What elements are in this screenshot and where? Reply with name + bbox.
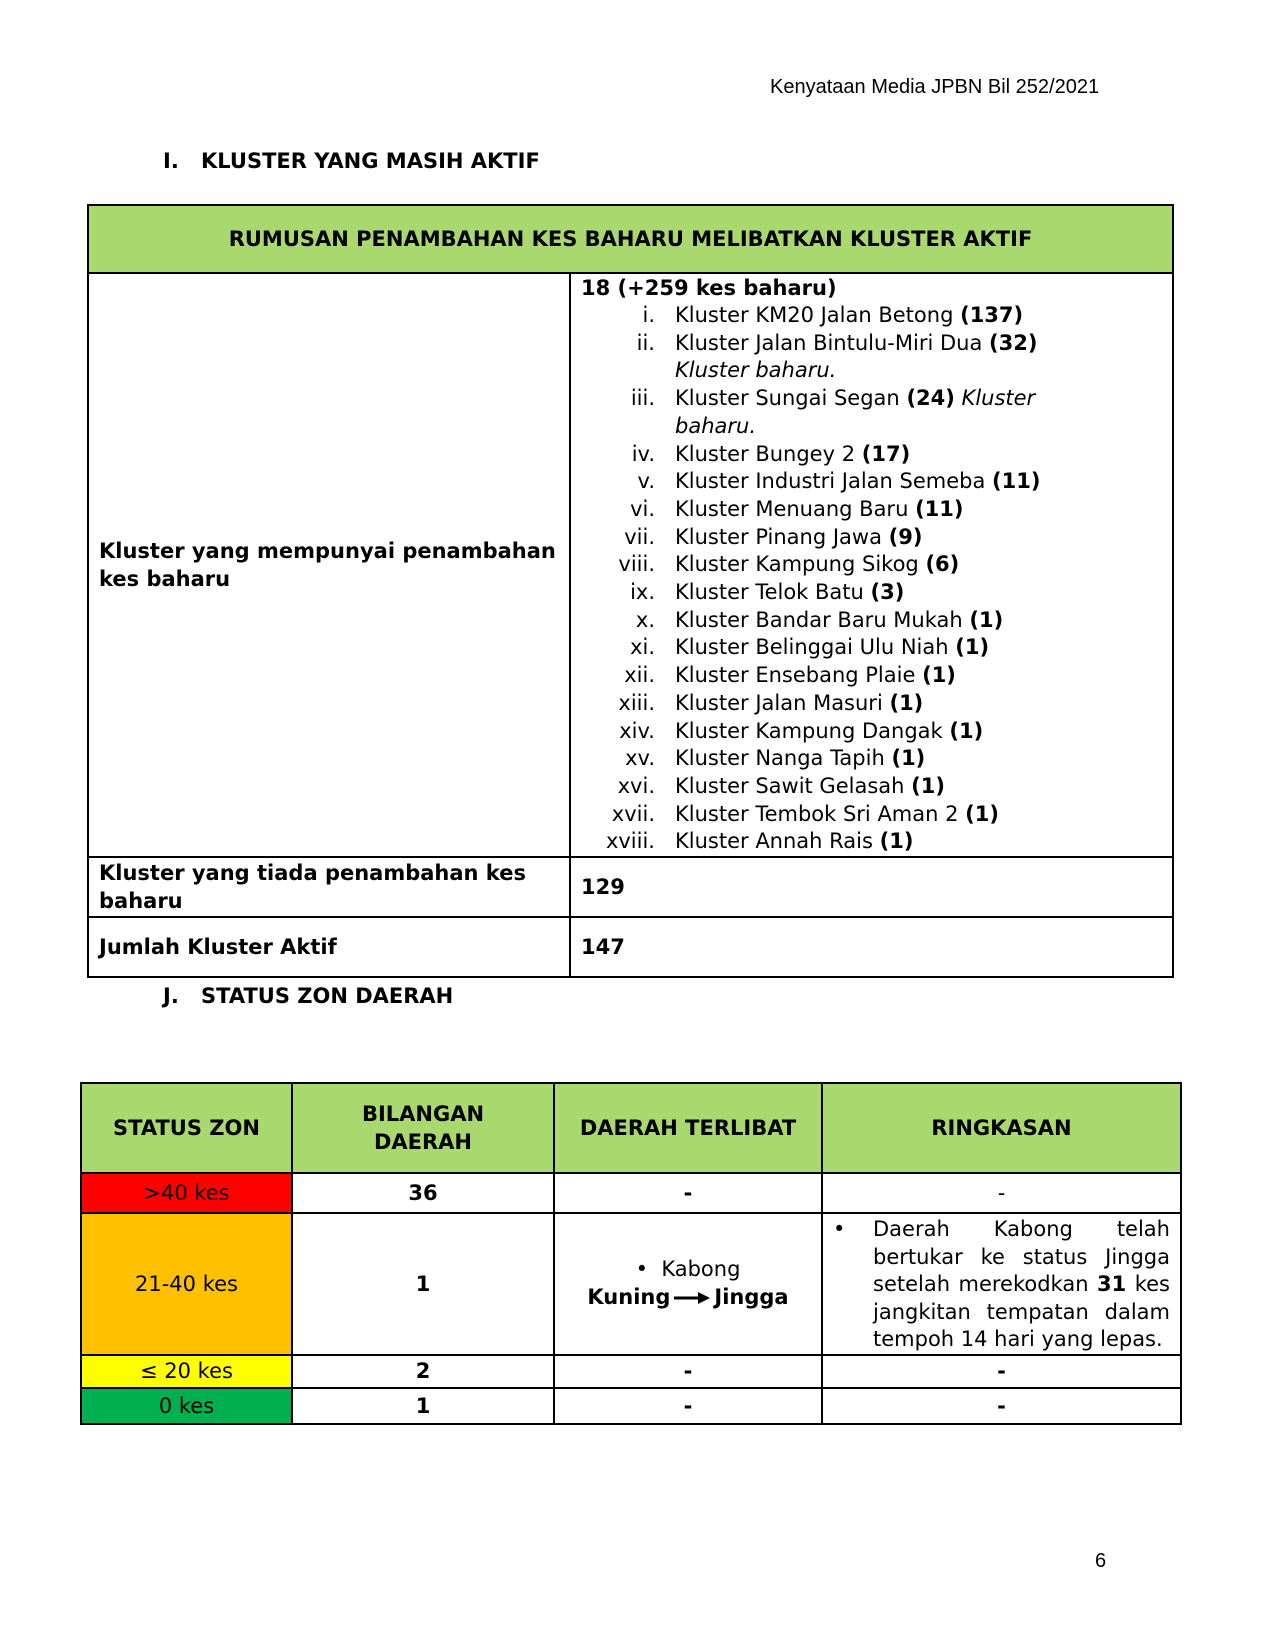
cluster-number: vii.: [624, 524, 655, 549]
zone-to: Jingga: [714, 1285, 789, 1310]
cluster-count: (137): [960, 303, 1024, 327]
zone-yellow-districts: -: [554, 1355, 822, 1388]
cluster-count: (9): [888, 524, 923, 549]
document-reference: Kenyataan Media JPBN Bil 252/2021: [770, 76, 1100, 98]
district-name: Kabong: [661, 1257, 741, 1282]
cluster-item: [581, 524, 1162, 552]
cluster-number: xiii.: [618, 690, 655, 715]
cluster-item: [581, 607, 1162, 635]
cluster-number: xvii.: [611, 801, 655, 826]
cluster-count: (1): [969, 607, 1004, 632]
zone-green-districts: -: [554, 1388, 822, 1424]
cluster-item: [581, 468, 1162, 496]
cluster-text: [675, 690, 1115, 718]
cluster-count: (1): [965, 801, 999, 826]
cluster-text: [675, 662, 1115, 690]
cluster-text: [675, 441, 1115, 469]
cluster-text: [675, 801, 1115, 829]
cluster-count: (1): [879, 829, 914, 854]
cluster-text: [675, 773, 1115, 801]
cluster-name: Kluster Kampung Dangak: [675, 718, 943, 743]
active-cluster-table-header: RUMUSAN PENAMBAHAN KES BAHARU MELIBATKAN KLUSTER AKTIF: [88, 205, 1173, 273]
cluster-item: [581, 579, 1162, 607]
zone-orange-label: 21-40 kes: [81, 1213, 292, 1355]
cluster-name: Kluster Ensebang Plaie: [675, 663, 916, 688]
zone-red-label: >40 kes: [81, 1173, 292, 1213]
zone-orange-count: 1: [292, 1213, 554, 1355]
cluster-text: [675, 302, 1115, 330]
cluster-name: Kluster Belinggai Ulu Niah: [675, 635, 949, 660]
section-j-heading: STATUS ZON DAERAH: [201, 984, 454, 1008]
zone-yellow-label: ≤ 20 kes: [81, 1355, 292, 1388]
cluster-name: Kluster Annah Rais: [675, 829, 873, 854]
zone-yellow-count: 2: [292, 1355, 554, 1388]
zone-yellow-summary: -: [822, 1355, 1181, 1388]
cluster-name: Kluster Bungey 2: [675, 441, 856, 466]
active-cluster-table: [87, 204, 1174, 978]
zone-green-count: 1: [292, 1388, 554, 1424]
summary-text: Daerah Kabong telah bertukar ke status Jingga setelah merekodkan 31 kes jangkitan tempatan dalam tempoh 14 hari yang lepas.: [873, 1217, 1170, 1351]
zone-red-summary: -: [822, 1173, 1181, 1213]
cluster-number: xiv.: [619, 718, 655, 743]
header-districts-involved: DAERAH TERLIBAT: [554, 1083, 822, 1173]
cluster-count: (1): [911, 773, 945, 798]
cluster-text: [675, 551, 1115, 579]
cluster-number: x.: [635, 607, 655, 632]
cluster-name: Kluster Sawit Gelasah: [675, 773, 905, 798]
new-cases-total: 18 (+259 kes baharu): [581, 276, 837, 300]
cluster-item: [581, 330, 1162, 385]
cluster-text: [675, 330, 1115, 385]
bullet-icon: •: [635, 1257, 662, 1282]
cluster-text: [675, 745, 1115, 773]
zone-orange-districts: [554, 1213, 822, 1355]
cluster-count: (3): [870, 580, 905, 605]
cluster-name: Kluster Telok Batu: [675, 580, 864, 605]
row-new-cases-value: [570, 273, 1173, 857]
cluster-item: [581, 634, 1162, 662]
header-district-count: BILANGAN DAERAH: [292, 1083, 554, 1173]
cluster-item: [581, 718, 1162, 746]
cluster-text: [675, 524, 1115, 552]
cluster-note: Kluster baharu.: [675, 358, 837, 383]
cluster-text: [675, 579, 1115, 607]
cluster-number: iv.: [631, 441, 655, 466]
cluster-item: [581, 773, 1162, 801]
cluster-name: Kluster Bandar Baru Mukah: [675, 607, 963, 632]
section-j-title: [163, 984, 453, 1008]
cluster-text: [675, 468, 1115, 496]
cluster-count: (1): [949, 718, 984, 743]
zone-orange-summary: [822, 1213, 1181, 1355]
cluster-item: [581, 551, 1162, 579]
cluster-name: Kluster Nanga Tapih: [675, 746, 885, 771]
cluster-text: [675, 828, 1115, 856]
cluster-count: (11): [992, 469, 1041, 494]
cluster-name: Kluster Menuang Baru: [675, 496, 909, 521]
cluster-name: Kluster Tembok Sri Aman 2: [675, 801, 959, 826]
cluster-number: ii.: [636, 330, 655, 355]
section-i-heading: KLUSTER YANG MASIH AKTIF: [201, 149, 540, 173]
cluster-item: [581, 745, 1162, 773]
row-no-new-cases-value: 129: [570, 857, 1173, 917]
cluster-count: (24): [906, 386, 955, 411]
cluster-count: (1): [889, 690, 924, 715]
row-no-new-cases-label: Kluster yang tiada penambahan kes baharu: [88, 857, 570, 917]
cluster-count: (6): [925, 552, 960, 577]
section-i-number: I.: [163, 149, 179, 173]
zone-from: Kuning: [587, 1285, 671, 1310]
cluster-name: Kluster Jalan Masuri: [675, 690, 883, 715]
cluster-number: xv.: [625, 746, 655, 771]
cluster-name: Kluster Pinang Jawa: [675, 524, 882, 549]
cluster-count: (1): [891, 746, 926, 771]
cluster-text: [675, 385, 1115, 440]
cluster-name: Kluster Jalan Bintulu-Miri Dua: [675, 330, 983, 355]
zone-green-summary: -: [822, 1388, 1181, 1424]
cluster-number: ix.: [630, 580, 655, 605]
header-status-zone: STATUS ZON: [81, 1083, 292, 1173]
cluster-item: [581, 662, 1162, 690]
cluster-item: [581, 828, 1162, 856]
arrow-right-icon: [674, 1284, 710, 1312]
cluster-count: (17): [861, 441, 911, 466]
bullet-icon: •: [833, 1217, 846, 1241]
cluster-item: [581, 441, 1162, 469]
cluster-number: xviii.: [605, 829, 655, 854]
cluster-item: [581, 302, 1162, 330]
cluster-item: [581, 801, 1162, 829]
zone-status-table: [80, 1082, 1182, 1425]
cluster-count: (1): [922, 663, 956, 688]
cluster-number: xi.: [630, 635, 655, 660]
cluster-count: (32): [989, 330, 1038, 355]
cluster-count: (11): [915, 496, 964, 521]
row-total-active-value: 147: [570, 917, 1173, 977]
cluster-count: (1): [955, 635, 990, 660]
cluster-text: [675, 607, 1115, 635]
cluster-text: [675, 718, 1115, 746]
row-new-cases-label: Kluster yang mempunyai penambahan kes baharu: [88, 273, 570, 857]
cluster-list: [581, 302, 1162, 856]
row-total-active-label: Jumlah Kluster Aktif: [88, 917, 570, 977]
cluster-number: vi.: [630, 496, 655, 521]
cluster-item: [581, 385, 1162, 440]
cluster-item: [581, 690, 1162, 718]
cluster-note: Kluster baharu.: [675, 386, 1036, 438]
section-j-number: J.: [163, 984, 179, 1008]
cluster-text: [675, 634, 1115, 662]
zone-red-count: 36: [292, 1173, 554, 1213]
cluster-name: Kluster Sungai Segan: [675, 386, 900, 411]
cluster-number: xvi.: [617, 773, 655, 798]
cluster-number: viii.: [618, 552, 655, 577]
cluster-number: v.: [637, 469, 655, 494]
cluster-name: Kluster Industri Jalan Semeba: [675, 469, 986, 494]
cluster-number: xii.: [624, 663, 655, 688]
cluster-name: Kluster KM20 Jalan Betong: [675, 303, 954, 327]
zone-red-districts: -: [554, 1173, 822, 1213]
cluster-name: Kluster Kampung Sikog: [675, 552, 919, 577]
cluster-item: [581, 496, 1162, 524]
cluster-text: [675, 496, 1115, 524]
zone-green-label: 0 kes: [81, 1388, 292, 1424]
header-summary: RINGKASAN: [822, 1083, 1181, 1173]
cluster-number: i.: [642, 303, 655, 327]
cluster-number: iii.: [630, 386, 655, 411]
section-i-title: [163, 149, 540, 173]
page-number: 6: [1095, 1550, 1107, 1572]
